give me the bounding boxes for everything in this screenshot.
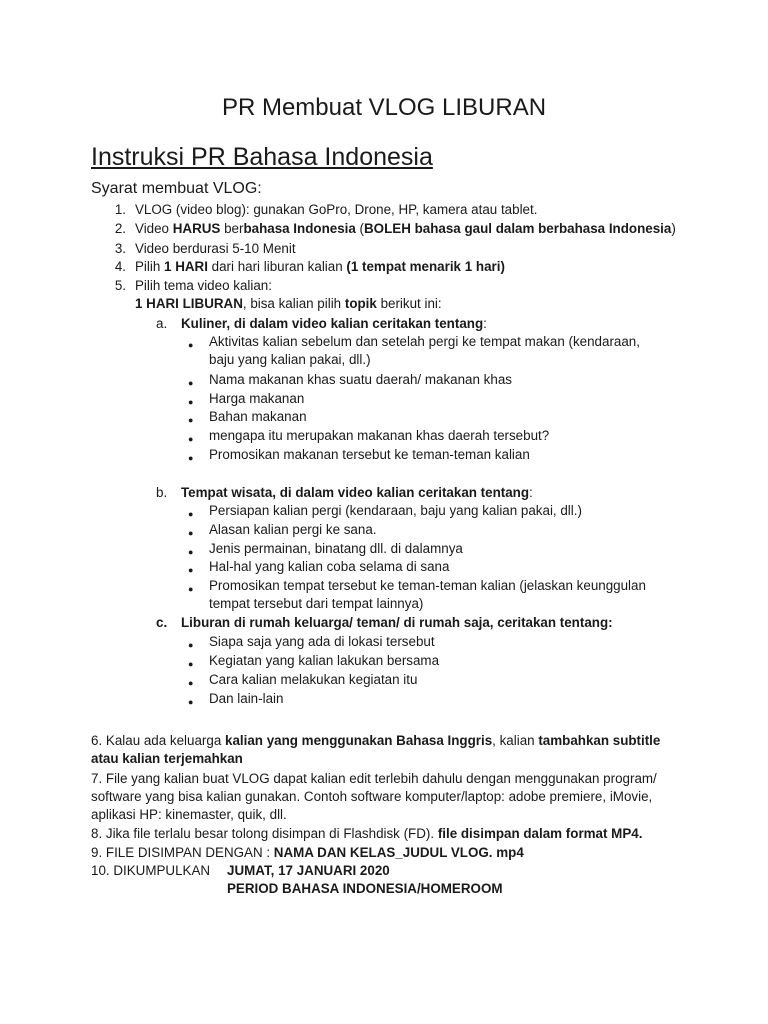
topic-heading [181, 315, 487, 333]
bullet-item: Hal-hal yang kalian coba selama di sana [209, 559, 450, 574]
text-run: Pilih [135, 259, 165, 274]
text-run: , kalian [492, 733, 539, 748]
text-run: file disimpan dalam format MP4. [437, 826, 643, 841]
submit-period: PERIOD BAHASA INDONESIA/HOMEROOM [227, 881, 503, 896]
note-line [91, 750, 243, 768]
topic-heading [181, 484, 533, 502]
text-run: 1 HARI LIBURAN [135, 296, 243, 311]
text-run: HARUS [172, 221, 221, 236]
text-run: , bisa kalian pilih [242, 296, 345, 311]
bullet-icon: ● [188, 697, 194, 707]
topic-heading [181, 614, 613, 632]
text-run: ( [355, 221, 364, 236]
topic-marker: a. [156, 316, 168, 331]
bullet-item: Bahan makanan [209, 409, 307, 424]
bullet-item: Aktivitas kalian sebelum dan setelah pergi ke tempat makan (kendaraan, [209, 334, 640, 349]
bullet-icon: ● [188, 565, 194, 575]
list-number: 3. [114, 241, 126, 256]
list-number: 2. [114, 221, 126, 236]
text-run: VLOG (video blog): gunakan GoPro, Drone, HP, kamera atau tablet. [135, 202, 538, 217]
text-run: software yang bisa kalian gunakan. Contoh software komputer/laptop: adobe premiere, iMovie, [91, 789, 653, 804]
bullet-icon: ● [188, 415, 194, 425]
text-run: : [483, 316, 487, 331]
bullet-item: Jenis permainan, binatang dll. di dalamnya [209, 541, 463, 556]
bullet-icon: ● [188, 397, 194, 407]
bullet-item: mengapa itu merupakan makanan khas daerah tersebut? [209, 428, 550, 443]
text-run: ber [220, 221, 244, 236]
bullet-icon: ● [188, 584, 194, 594]
bullet-item: Persiapan kalian pergi (kendaraan, baju yang kalian pakai, dll.) [209, 503, 582, 518]
bullet-item: Alasan kalian pergi ke sana. [209, 522, 377, 537]
topic-marker: b. [156, 485, 168, 500]
requirements-subheading: Syarat membuat VLOG: [91, 180, 262, 197]
bullet-icon: ● [188, 434, 194, 444]
submit-label: 10. DIKUMPULKAN [91, 863, 211, 878]
list-number: 4. [114, 259, 126, 274]
bullet-icon: ● [188, 509, 194, 519]
text-run: Pilih tema video kalian: [135, 278, 272, 293]
bullet-icon: ● [188, 453, 194, 463]
bullet-item: Siapa saja yang ada di lokasi tersebut [209, 634, 435, 649]
text-run: 8. Jika file terlalu besar tolong disimpan di Flashdisk (FD). [91, 826, 438, 841]
text-run: NAMA DAN KELAS_JUDUL VLOG. mp4 [273, 845, 524, 860]
bullet-icon: ● [188, 528, 194, 538]
text-run: topik [344, 296, 377, 311]
text-run: Liburan di rumah keluarga/ teman/ di rumah saja, ceritakan tentang: [181, 615, 613, 630]
list-item [135, 240, 296, 258]
list-number: 5. [114, 278, 126, 293]
text-run: 6. Kalau ada keluarga [91, 733, 226, 748]
text-run: Tempat wisata, di dalam video kalian ceritakan tentang [181, 485, 530, 500]
bullet-icon: ● [188, 547, 194, 557]
text-run: 1 HARI [164, 259, 208, 274]
text-run: : [529, 485, 533, 500]
text-run: Kuliner, di dalam video kalian ceritakan tentang [181, 316, 484, 331]
text-run: tambahkan subtitle [538, 733, 661, 748]
section-heading: Instruksi PR Bahasa Indonesia [91, 143, 433, 171]
text-run: aplikasi HP: kinemaster, quik, dll. [91, 807, 287, 822]
bullet-icon: ● [188, 659, 194, 669]
list-number: 1. [114, 202, 126, 217]
text-run: 9. FILE DISIMPAN DENGAN : [91, 845, 274, 860]
submit-date: JUMAT, 17 JANUARI 2020 [227, 863, 390, 878]
text-run: kalian yang menggunakan Bahasa Inggris [225, 733, 493, 748]
bullet-icon: ● [188, 378, 194, 388]
bullet-item: Nama makanan khas suatu daerah/ makanan khas [209, 372, 512, 387]
topic-marker: c. [156, 615, 168, 630]
bullet-icon: ● [188, 678, 194, 688]
text-run: BOLEH bahasa gaul dalam berbahasa Indonesia [364, 221, 672, 236]
bullet-item: Harga makanan [209, 391, 305, 406]
text-run: 7. File yang kalian buat VLOG dapat kalian edit terlebih dahulu dengan menggunakan program/ [91, 771, 657, 786]
text-run: Video berdurasi 5-10 Menit [135, 241, 296, 256]
list-item [135, 277, 272, 295]
list-item [135, 220, 676, 238]
bullet-item: Cara kalian melakukan kegiatan itu [209, 672, 418, 687]
text-run: (1 tempat menarik 1 hari) [346, 259, 505, 274]
note-line [91, 844, 524, 862]
bullet-item: Kegiatan yang kalian lakukan bersama [209, 653, 440, 668]
bullet-icon: ● [188, 640, 194, 650]
text-run: dari hari liburan kalian [207, 259, 347, 274]
note-line [91, 806, 287, 824]
text-run: bahasa Indonesia [243, 221, 356, 236]
text-run: atau kalian terjemahkan [91, 751, 243, 766]
bullet-item: baju yang kalian pakai, dll.) [209, 352, 371, 367]
note-line [91, 770, 657, 788]
list-item [135, 258, 505, 276]
text-run: berikut ini: [376, 296, 442, 311]
bullet-item: Dan lain-lain [209, 691, 284, 706]
list-item [135, 201, 537, 219]
note-line [91, 788, 652, 806]
bullet-icon: ● [188, 340, 194, 350]
bullet-item: Promosikan makanan tersebut ke teman-teman kalian [209, 447, 530, 462]
bullet-item: Promosikan tempat tersebut ke teman-teman kalian (jelaskan keunggulan [209, 578, 646, 593]
text-run: Video [135, 221, 173, 236]
topic-intro-line [135, 295, 442, 313]
document-title: PR Membuat VLOG LIBURAN [221, 94, 547, 121]
note-line [91, 825, 642, 843]
note-line [91, 732, 660, 750]
bullet-item: tempat tersebut dari tempat lainnya) [209, 596, 424, 611]
text-run: ) [671, 221, 676, 236]
